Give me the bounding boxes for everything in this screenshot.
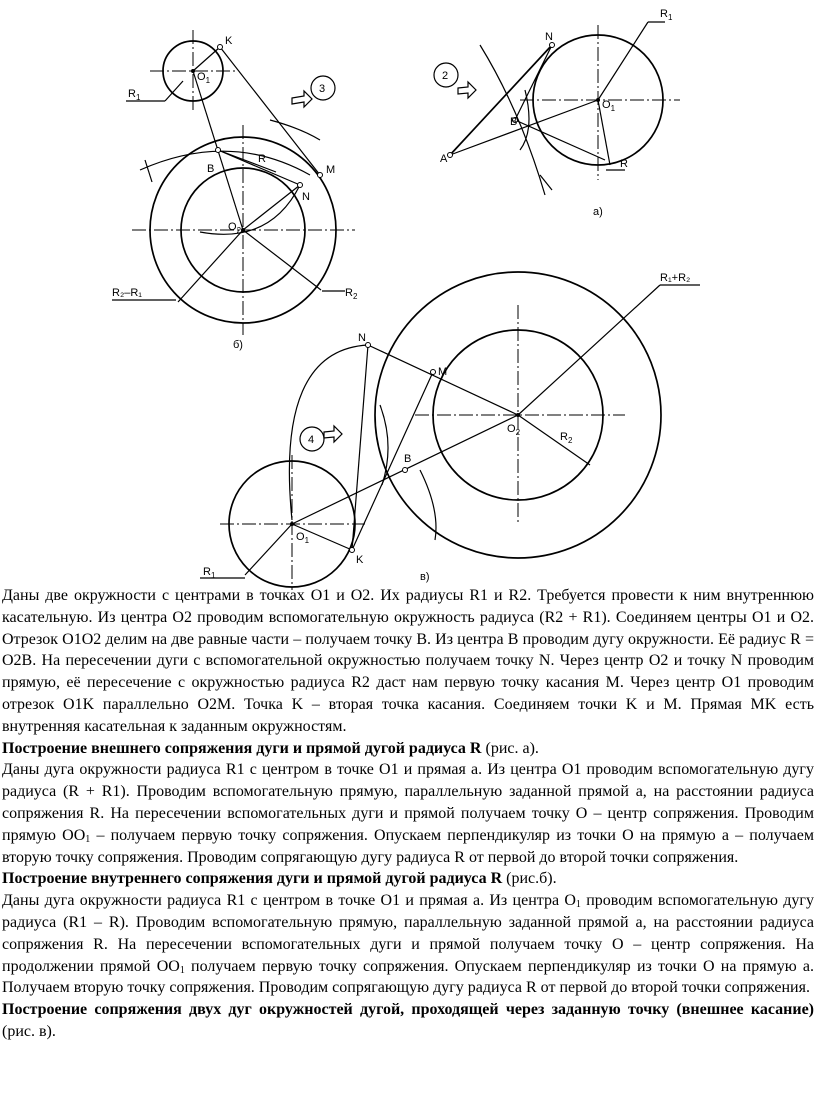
label-r-a: R — [620, 158, 628, 170]
label-r: R — [258, 153, 266, 165]
label-r2-minus-r1: R₂–R₁ — [112, 287, 142, 299]
label-o1: $O_1$ — [197, 71, 211, 85]
figure-b — [112, 30, 358, 351]
paragraph-internal-arc-line: Даны дуга окружности радиуса R1 с центром в точке O1 и прямая a. Из центра $O_1$ проводим вспомогательную дугу радиуса (R1 – R). Проводим вспомогательную прямую, параллельную заданной прямой a, на расстоянии радиуса сопряжения R. На пересечении вспомогательных дуги и прямой получаем точку O – центр сопряжения. На продолжении прямой $OO_1$ получаем первую точку сопряжения. Опускаем перпендикуляр из точки O на прямую a. Получаем вторую точку сопряжения. Проводим сопрягающую дугу радиуса R от первой до второй точки сопряжения. — [2, 892, 814, 997]
label-b-c: B — [404, 453, 412, 465]
label-m-c: M — [438, 366, 448, 378]
label-o1-a: $O_1$ — [602, 99, 616, 113]
label-step-3: 3 — [319, 83, 326, 95]
label-n-c: N — [358, 332, 366, 344]
caption-b: б) — [233, 339, 243, 351]
label-o1-c: $O_1$ — [296, 531, 310, 545]
label-k-c: K — [356, 554, 364, 566]
label-r1-plus-r2: R₁+R₂ — [660, 272, 691, 284]
caption-a: а) — [593, 206, 603, 218]
label-m: M — [326, 164, 336, 176]
label-r2: $R_2$ — [345, 287, 358, 301]
label-a-point: A — [440, 153, 448, 165]
label-r1-a: $R_1$ — [660, 8, 673, 22]
label-b: B — [207, 163, 215, 175]
label-step-4: 4 — [308, 434, 315, 446]
label-o2: $O_2$ — [228, 221, 242, 235]
heading-two-arcs-through-point: Построение сопряжения двух дуг окружностей дугой, проходящей через заданную точку (внешнее касание) (рис. в). — [2, 1001, 814, 1040]
label-r2-c: $R_2$ — [560, 431, 573, 445]
caption-c: в) — [420, 571, 430, 583]
label-b-a: B — [510, 116, 518, 128]
figure-a — [434, 8, 680, 218]
paragraph-external-arc-line: Даны дуга окружности радиуса R1 с центром в точке O1 и прямая a. Из центра O1 проводим вспомогательную дугу радиуса (R + R1). Проводим вспомогательную прямую, параллельную заданной прямой a, на расстоянии радиуса сопряжения R. На пересечении вспомогательных дуги и прямой получаем точку O – центр сопряжения. Проводим прямую $OO_1$ – получаем первую точку сопряжения. Опускаем перпендикуляр из точки O на прямую a – получаем вторую точку сопряжения. Проводим сопрягающую дугу радиуса R от первой до второй точки сопряжения. — [2, 761, 815, 866]
label-o2-c: $O_2$ — [507, 423, 521, 437]
heading-external-arc-line: Построение внешнего сопряжения дуги и прямой дугой радиуса R (рис. а). — [2, 739, 539, 757]
label-r1-c: $R_1$ — [203, 566, 216, 580]
document-text — [2, 585, 814, 1043]
label-n: N — [302, 191, 310, 203]
label-k: K — [225, 35, 233, 47]
label-step-2: 2 — [442, 70, 449, 82]
heading-internal-arc-line: Построение внутреннего сопряжения дуги и прямой дугой радиуса R (рис.б). — [2, 870, 557, 888]
label-n-a: N — [545, 31, 553, 43]
label-r1: $R_1$ — [128, 88, 141, 102]
paragraph-internal-tangent: Даны две окружности с центрами в точках O1 и O2. Их радиусы R1 и R2. Требуется провести к ним внутреннюю касательную. Из центра O2 проводим вспомогательную окружность радиуса (R2 + R1). Соединяем центры O1 и O2. Отрезок O1O2 делим на две равные части – получаем точку B. Из центра B проводим дугу окружности. Её радиус R = O2B. На пересечении дуги с вспомогательной окружностью получаем точку N. Через центр O2 и точку N проводим прямую, её пересечение с окружностью радиуса R2 даст нам первую точку касания M. Через центр O1 проводим отрезок O1K параллельно O2M. Точка K – вторая точка касания. Соединяем точки K и M. Прямая MK есть внутренняя касательная к заданным окружностям. — [2, 587, 814, 735]
figure-c — [200, 272, 700, 590]
